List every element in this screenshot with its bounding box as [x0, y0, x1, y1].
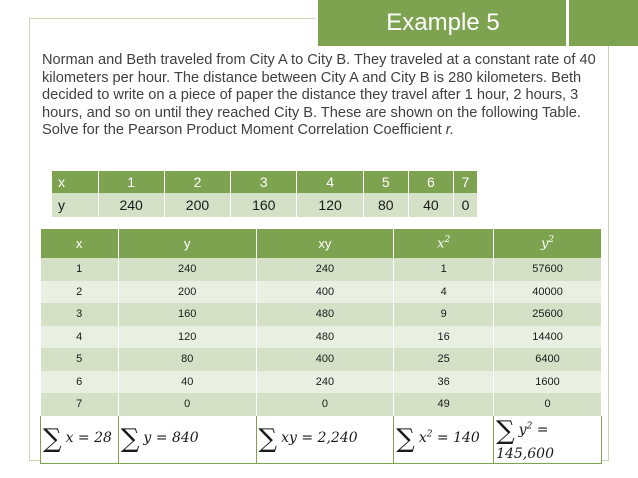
sum-y-squared-value	[494, 416, 602, 464]
x-squared-value-cell: 4	[394, 281, 494, 304]
sum-xy-value	[256, 416, 394, 464]
sum-result: = 145,600	[496, 422, 554, 463]
header-y-squared: $y^2$	[494, 229, 602, 258]
xy-value-cell: 0	[256, 393, 394, 416]
xy-value-cell: 480	[256, 326, 394, 349]
x-value-cell: 4	[41, 326, 119, 349]
y-value-cell: 40	[118, 371, 256, 394]
y-value-cell: 200	[118, 281, 256, 304]
xy-value-cell: 480	[256, 303, 394, 326]
computation-table	[40, 229, 602, 464]
given-y-cell: 120	[297, 193, 363, 217]
y-value-cell: 240	[118, 258, 256, 281]
y-squared-value-cell: 14400	[494, 326, 602, 349]
left-margin	[0, 0, 28, 478]
xy-value-cell: 400	[256, 281, 394, 304]
given-y-label: y	[52, 193, 98, 217]
sigma-symbol: ∑	[396, 424, 415, 455]
sum-result: = 28	[73, 430, 112, 447]
xy-value-cell: 240	[256, 258, 394, 281]
given-x-cell: 1	[98, 171, 164, 193]
sum-result: = 140	[432, 430, 480, 447]
sigma-symbol: ∑	[120, 424, 140, 455]
x-squared-value-cell: 25	[394, 348, 494, 371]
x-squared-value-cell: 49	[394, 393, 494, 416]
xy-value-cell: 240	[256, 371, 394, 394]
given-y-cell: 40	[408, 193, 453, 217]
title-divider	[566, 0, 569, 46]
y-squared-value-cell: 57600	[494, 258, 602, 281]
x-value-cell: 3	[41, 303, 119, 326]
y-squared-value-cell: 40000	[494, 281, 602, 304]
table-row	[41, 281, 602, 304]
x-value-cell: 2	[41, 281, 119, 304]
given-x-label: x	[52, 171, 98, 193]
problem-body: Norman and Beth traveled from City A to City B. They traveled at a constant rate of 40 kilometers per hour. The distance between City A and City B is 280 kilometers. Beth decided to write on a piece of paper the distance they travel after 1 hour, 2 hours, 3 hours, and so on until they reached City B. These are shown on the following Table. Solve for the Pearson Product Moment Correlation Coefficient	[42, 52, 596, 139]
given-x-cell: 7	[454, 171, 478, 193]
sum-exponent: 2	[426, 429, 433, 440]
given-y-cell: 240	[98, 193, 164, 217]
x-squared-value-cell: 1	[394, 258, 494, 281]
header-xy: xy	[256, 229, 394, 258]
x-value-cell: 1	[41, 258, 119, 281]
table-row	[41, 371, 602, 394]
sigma-symbol: ∑	[258, 424, 278, 455]
x-value-cell: 5	[41, 348, 119, 371]
given-y-cell: 160	[231, 193, 297, 217]
sum-exponent: 2	[526, 421, 533, 432]
given-x-cell: 5	[363, 171, 408, 193]
given-y-cell: 80	[363, 193, 408, 217]
header-x: x	[41, 229, 119, 258]
given-x-cell: 6	[408, 171, 453, 193]
table-row	[41, 258, 602, 281]
summation-row	[41, 416, 602, 464]
y-value-cell: 160	[118, 303, 256, 326]
y-squared-value-cell: 6400	[494, 348, 602, 371]
slide-title: Example 5	[318, 0, 568, 46]
sum-variable: x	[65, 430, 74, 447]
y-value-cell: 0	[118, 393, 256, 416]
y-squared-value-cell: 0	[494, 393, 602, 416]
computation-header-row	[41, 229, 602, 258]
y-value-cell: 80	[118, 348, 256, 371]
table-row	[41, 393, 602, 416]
sum-variable: y	[518, 422, 527, 439]
sum-result: = 2,240	[296, 430, 358, 447]
y-value-cell: 120	[118, 326, 256, 349]
given-x-cell: 4	[297, 171, 363, 193]
x-squared-value-cell: 36	[394, 371, 494, 394]
table-row	[41, 303, 602, 326]
given-y-cell: 0	[454, 193, 478, 217]
given-x-cell: 3	[231, 171, 297, 193]
x-squared-value-cell: 9	[394, 303, 494, 326]
table-row	[41, 326, 602, 349]
x-squared-value-cell: 16	[394, 326, 494, 349]
x-value-cell: 7	[41, 393, 119, 416]
y-squared-value-cell: 25600	[494, 303, 602, 326]
header-y: y	[118, 229, 256, 258]
sigma-symbol: ∑	[496, 416, 515, 447]
xy-value-cell: 400	[256, 348, 394, 371]
sum-variable: x	[418, 430, 427, 447]
sum-x-value	[41, 416, 119, 464]
header-x-squared: $x^2$	[394, 229, 494, 258]
problem-text	[42, 52, 602, 140]
sigma-symbol: ∑	[43, 424, 62, 455]
sum-x-squared-value	[394, 416, 494, 464]
problem-variable: r.	[445, 122, 455, 139]
given-data-table	[52, 171, 478, 217]
given-x-row	[52, 171, 478, 193]
given-x-cell: 2	[164, 171, 230, 193]
sum-variable: y	[143, 430, 152, 447]
y-squared-value-cell: 1600	[494, 371, 602, 394]
x-value-cell: 6	[41, 371, 119, 394]
sum-y-value	[118, 416, 256, 464]
table-row	[41, 348, 602, 371]
given-y-cell: 200	[164, 193, 230, 217]
sum-variable: xy	[281, 430, 297, 447]
sum-result: = 840	[151, 430, 199, 447]
given-y-row	[52, 193, 478, 217]
